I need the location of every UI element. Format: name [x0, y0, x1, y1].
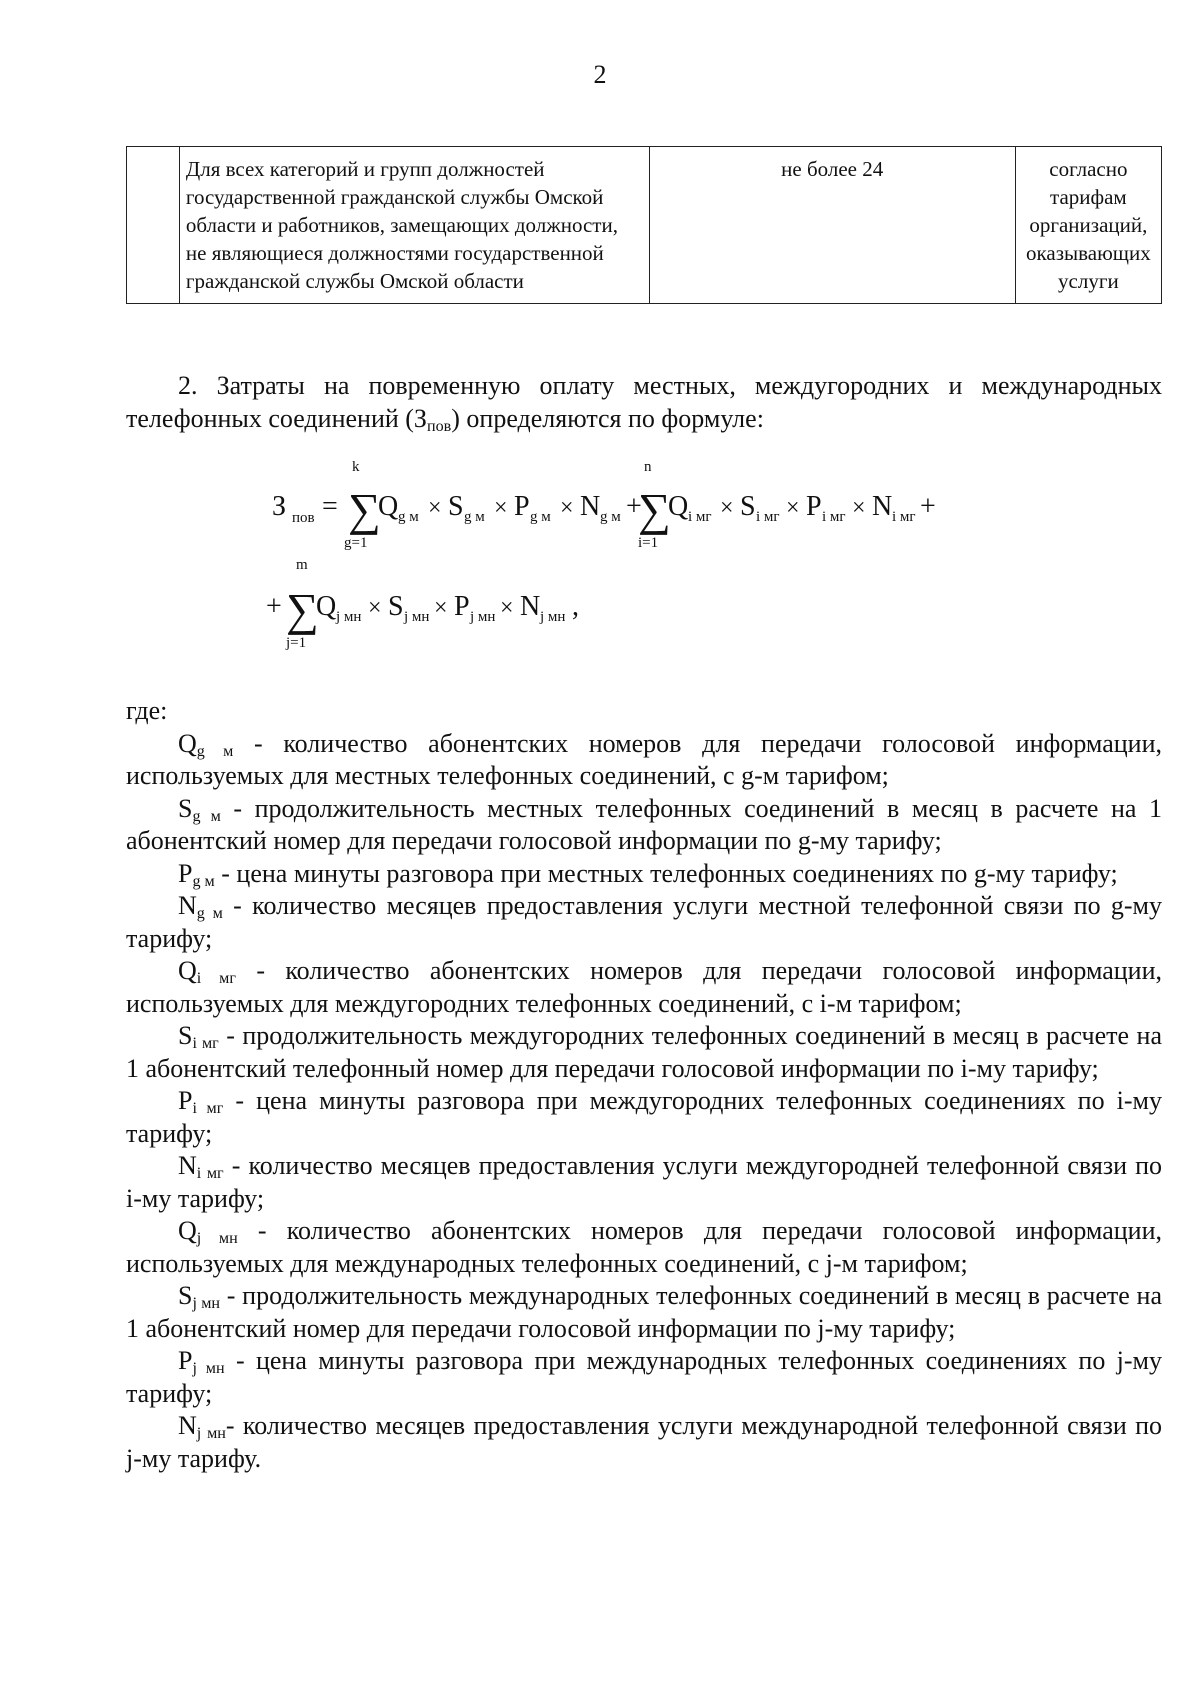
svg-text:P: P: [454, 591, 470, 622]
svg-text:i мг: i мг: [688, 509, 712, 525]
sum3-bottom: j=1: [286, 635, 307, 651]
svg-text:+: +: [920, 491, 936, 522]
sum3-top: m: [296, 557, 308, 573]
table-cell-category: Для всех категорий и групп должностей государственной гражданской службы Омской области и работников, замещающих должности, не являющиеся должностями государственной гражданской службы Омской области: [179, 147, 649, 304]
svg-text:i мг: i мг: [822, 509, 846, 525]
formula-lhs: З: [272, 491, 287, 522]
sum1-top: k: [352, 459, 360, 475]
table-cell-price: согласно тарифам организаций, оказывающих услуги: [1015, 147, 1161, 304]
definition-item: $N_{i мг}$ - количество месяцев предоставления услуги междугородней телефонной связи по i-му тарифу;: [126, 1151, 1162, 1213]
definition-item: $N_{j мн}-$ количество месяцев предоставления услуги международной телефонной связи по j-му тарифу.: [126, 1411, 1162, 1473]
definition-item: $Q_{i мг}$ - количество абонентских номеров для передачи голосовой информации, используемых для междугородних телефонных соединений, с i-м тарифом;: [126, 956, 1163, 1018]
table-row: [127, 147, 1162, 304]
svg-text:+: +: [266, 591, 282, 622]
sum2-sigma: ∑: [638, 484, 671, 535]
svg-text:×: ×: [720, 495, 734, 521]
svg-text:×: ×: [500, 595, 514, 621]
svg-text:j мн: j мн: [540, 609, 566, 625]
svg-text:S: S: [740, 491, 756, 522]
where-label: где:: [126, 696, 168, 725]
svg-text:Q: Q: [316, 591, 337, 622]
svg-text:+: +: [626, 491, 642, 522]
definition-item: $Q_{g м}$ - количество абонентских номеров для передачи голосовой информации, используемых для местных телефонных соединений, с g-м тарифом;: [126, 728, 1162, 790]
svg-text:Q: Q: [668, 491, 689, 522]
svg-text:g м: g м: [600, 509, 621, 525]
svg-text:Q: Q: [378, 491, 399, 522]
document-body: [126, 370, 1162, 1475]
section-intro: 2. Затраты на повременную оплату местных, междугородних и международных телефонных соединений $(З_{пов})$ определяются по формуле:: [126, 371, 1162, 435]
definition-item: $P_{g м}$ - цена минуты разговора при местных телефонных соединениях по g-му тарифу;: [178, 858, 1118, 890]
svg-text:×: ×: [428, 495, 442, 521]
definition-item: $Q_{j мн}$ - количество абонентских номеров для передачи голосовой информации, используемых для международных телефонных соединений, с j-м тарифом;: [126, 1216, 1162, 1278]
svg-text:×: ×: [786, 495, 800, 521]
definition-item: $S_{j мн}$ - продолжительность международных телефонных соединений в месяц в расчете на 1 абонентский номер для передачи голосовой информации по j-му тарифу;: [126, 1281, 1162, 1343]
svg-text:i мг: i мг: [756, 509, 780, 525]
svg-text:g м: g м: [398, 509, 419, 525]
svg-text:×: ×: [434, 595, 448, 621]
sum1-sigma: ∑: [348, 484, 381, 535]
svg-text:g м: g м: [464, 509, 485, 525]
svg-text:S: S: [388, 591, 404, 622]
svg-text:j мн: j мн: [336, 609, 362, 625]
sum2-bottom: i=1: [638, 535, 659, 551]
svg-text:S: S: [448, 491, 464, 522]
svg-text:×: ×: [852, 495, 866, 521]
svg-text:N: N: [580, 491, 601, 522]
sum1-bottom: g=1: [344, 535, 368, 551]
formula-lhs-sub: пов: [292, 510, 315, 526]
definition-item: $S_{i мг}$ - продолжительность междугородних телефонных соединений в месяц в расчете на 1 абонентский телефонный номер для передачи голосовой информации по i-му тарифу;: [126, 1021, 1162, 1083]
svg-text:×: ×: [560, 495, 574, 521]
formula-graphic: [126, 435, 1162, 695]
svg-text:N: N: [520, 591, 541, 622]
formula-eq: =: [322, 491, 338, 522]
svg-text:×: ×: [494, 495, 508, 521]
definition-item: $S_{g м}$ - продолжительность местных телефонных соединений в месяц в расчете на 1 абонентский номер для передачи голосовой информации по g-му тарифу;: [126, 793, 1162, 855]
table-cell-index: [127, 147, 180, 304]
page-number: 2: [593, 60, 607, 89]
sum2-top: n: [644, 459, 652, 475]
svg-text:g м: g м: [530, 509, 551, 525]
svg-text:N: N: [872, 491, 893, 522]
definition-item: $P_{j мн}$ - цена минуты разговора при международных телефонных соединениях по j-му тарифу;: [126, 1346, 1162, 1408]
norms-table: [126, 146, 1162, 304]
svg-text:i мг: i мг: [892, 509, 916, 525]
svg-text:×: ×: [368, 595, 382, 621]
sum3-sigma: ∑: [286, 584, 319, 635]
svg-text:j мн: j мн: [404, 609, 430, 625]
svg-text:,: ,: [572, 591, 579, 622]
definition-item: $P_{i мг}$ - цена минуты разговора при междугородних телефонных соединениях по i-му тарифу;: [126, 1086, 1162, 1148]
svg-text:P: P: [514, 491, 530, 522]
cost-formula: [126, 435, 1162, 695]
definition-item: $N_{g м}$ - количество месяцев предоставления услуги местной телефонной связи по g-му тарифу;: [126, 891, 1163, 953]
svg-text:j мн: j мн: [470, 609, 496, 625]
table-cell-quantity: не более 24: [649, 147, 1015, 304]
svg-text:P: P: [806, 491, 822, 522]
